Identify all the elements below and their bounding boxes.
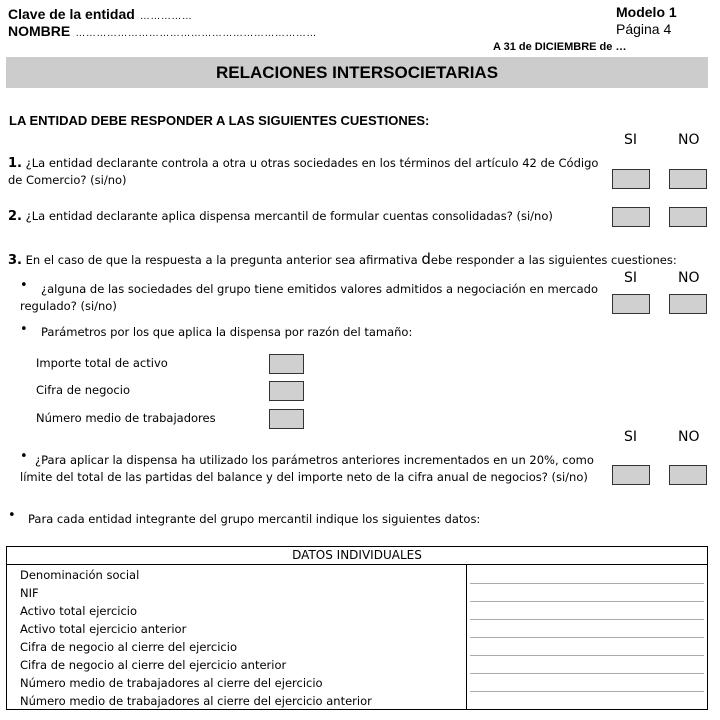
modelo-label: Modelo 1 <box>616 4 677 20</box>
input-line-cifra[interactable] <box>470 655 704 656</box>
bullet-1-line1: ¿alguna de las sociedades del grupo tiene emitidos valores admitidos a negociación en mercado <box>41 282 598 296</box>
question-2-text: ¿La entidad declarante aplica dispensa mercantil de formular cuentas consolidadas? (si/no) <box>25 209 553 223</box>
row-label-cifra-anterior: Cifra de negocio al cierre del ejercicio anterior <box>20 658 287 672</box>
question-3-text-b: ebe responder a las siguientes cuestiones: <box>430 253 677 267</box>
input-line-trabajadores[interactable] <box>470 691 704 692</box>
page-title: RELACIONES INTERSOCIETARIAS <box>215 63 499 82</box>
table-header: DATOS INDIVIDUALES <box>7 547 707 565</box>
row-label-trabajadores-anterior: Número medio de trabajadores al cierre del ejercicio anterior <box>20 694 372 708</box>
input-line-cifra-anterior[interactable] <box>470 673 704 674</box>
question-3-number: 3. <box>8 253 22 268</box>
b1-no-box[interactable] <box>669 294 707 314</box>
b3-col-si-label: SI <box>624 429 638 445</box>
bullet-3 <box>20 452 610 486</box>
q1-si-box[interactable] <box>612 169 650 189</box>
bullet-3-line1: ¿Para aplicar la dispensa ha utilizado los parámetros anteriores incrementados en un 20%, como <box>35 453 594 467</box>
b3-no-box[interactable] <box>669 465 707 485</box>
question-2 <box>8 208 608 225</box>
clave-field[interactable]: …………… <box>139 11 193 22</box>
b1-col-no-label: NO <box>678 270 700 286</box>
fecha-label: A 31 de DICIEMBRE de … <box>493 41 627 53</box>
clave-label: Clave de la entidad <box>8 6 135 22</box>
param-cifra-label: Cifra de negocio <box>36 383 130 397</box>
param-trabajadores-label: Número medio de trabajadores <box>36 411 216 425</box>
q1-no-box[interactable] <box>669 169 707 189</box>
row-label-cifra: Cifra de negocio al cierre del ejercicio <box>20 640 237 654</box>
row-label-trabajadores: Número medio de trabajadores al cierre del ejercicio <box>20 676 323 690</box>
bullet-2-marker: • <box>20 322 28 337</box>
question-1-number: 1. <box>8 156 22 171</box>
question-1 <box>8 155 608 189</box>
input-line-activo-anterior[interactable] <box>470 637 704 638</box>
question-3-text-a: En el caso de que la respuesta a la pregunta anterior sea afirmativa <box>25 253 422 267</box>
b3-si-box[interactable] <box>612 465 650 485</box>
input-line-denominacion[interactable] <box>470 583 704 584</box>
question-3-text-d: d <box>421 250 431 268</box>
datos-individuales-table <box>6 546 708 710</box>
nombre-label: NOMBRE <box>8 23 71 39</box>
bullet-4-text: Para cada entidad integrante del grupo mercantil indique los siguientes datos: <box>28 512 481 526</box>
title-bar <box>6 57 708 88</box>
bullet-3-line2: límite del total de las partidas del balance y del importe neto de la cifra anual de negocios? (si/no) <box>20 470 588 484</box>
b3-col-no-label: NO <box>678 429 700 445</box>
bullet-1-marker: • <box>20 278 28 293</box>
row-label-denominacion: Denominación social <box>20 568 140 582</box>
bullet-4-marker: • <box>8 508 16 523</box>
b1-si-box[interactable] <box>612 294 650 314</box>
row-label-activo-anterior: Activo total ejercicio anterior <box>20 622 187 636</box>
q2-si-box[interactable] <box>612 207 650 227</box>
question-3 <box>8 251 708 269</box>
col-no-label: NO <box>678 132 700 148</box>
row-label-nif: NIF <box>20 586 39 600</box>
bullet-2-text: Parámetros por los que aplica la dispensa por razón del tamaño: <box>41 325 413 339</box>
row-label-activo: Activo total ejercicio <box>20 604 138 618</box>
bullet-3-marker: • <box>20 449 28 464</box>
b1-col-si-label: SI <box>624 270 638 286</box>
question-1-line2: de Comercio? (si/no) <box>8 173 127 187</box>
col-si-label: SI <box>624 132 638 148</box>
param-cifra-box[interactable] <box>269 381 304 401</box>
q2-no-box[interactable] <box>669 207 707 227</box>
nombre-row <box>8 21 317 40</box>
param-activo-box[interactable] <box>269 354 304 374</box>
section-heading: LA ENTIDAD DEBE RESPONDER A LAS SIGUIENTES CUESTIONES: <box>9 113 430 128</box>
param-activo-label: Importe total de activo <box>36 356 168 370</box>
bullet-1-line2: regulado? (si/no) <box>20 299 117 313</box>
question-2-number: 2. <box>8 209 22 224</box>
pagina-label: Página 4 <box>616 21 672 37</box>
bullet-1 <box>20 281 610 315</box>
question-1-line1: ¿La entidad declarante controla a otra u otras sociedades en los términos del artículo 42 de Código <box>25 156 599 170</box>
input-line-nif[interactable] <box>470 601 704 602</box>
param-trabajadores-box[interactable] <box>269 409 304 429</box>
input-line-activo[interactable] <box>470 619 704 620</box>
table-column-separator <box>466 564 467 710</box>
nombre-field[interactable]: …………………………………………………………… <box>75 28 317 39</box>
